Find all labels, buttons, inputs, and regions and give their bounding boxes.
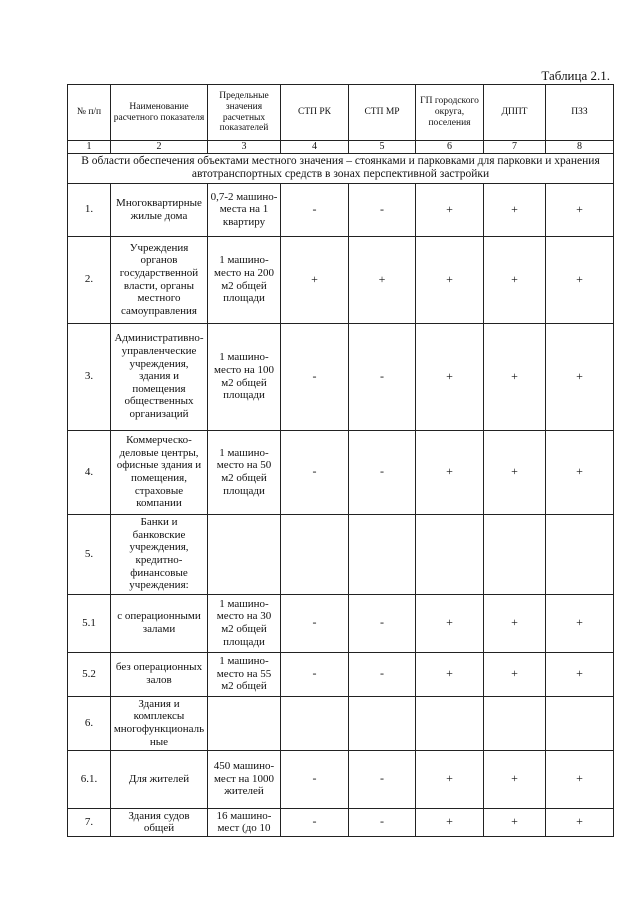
header-gp: ГП городского округа, поселения xyxy=(416,85,484,141)
applicability-mark: - xyxy=(281,183,349,236)
applicability-mark: + xyxy=(484,323,546,430)
indicator-name: Многоквартирные жилые дома xyxy=(111,183,208,236)
applicability-mark xyxy=(281,696,349,750)
applicability-mark xyxy=(416,514,484,594)
row-number: 4. xyxy=(68,430,111,514)
table-row xyxy=(68,594,614,652)
limit-value: 1 машино-место на 100 м2 общей площади xyxy=(208,323,281,430)
table-row xyxy=(68,808,614,836)
limit-value: 1 машино-место на 200 м2 общей площади xyxy=(208,236,281,323)
table-row xyxy=(68,323,614,430)
row-number: 3. xyxy=(68,323,111,430)
applicability-mark xyxy=(416,696,484,750)
table-row xyxy=(68,183,614,236)
applicability-mark: - xyxy=(349,323,416,430)
row-number: 7. xyxy=(68,808,111,836)
table-row xyxy=(68,750,614,808)
applicability-mark xyxy=(484,514,546,594)
index-cell: 3 xyxy=(208,141,281,154)
index-cell: 6 xyxy=(416,141,484,154)
applicability-mark: + xyxy=(416,808,484,836)
header-indicator-name: Наименование расчетного показателя xyxy=(111,85,208,141)
indicator-name: Учреждения органов государственной власти, органы местного самоуправления xyxy=(111,236,208,323)
limit-value: 16 машино-мест (до 10 xyxy=(208,808,281,836)
applicability-mark: + xyxy=(546,594,614,652)
header-number: № п/п xyxy=(68,85,111,141)
applicability-mark: + xyxy=(484,808,546,836)
applicability-mark: - xyxy=(281,323,349,430)
row-number: 5.1 xyxy=(68,594,111,652)
index-cell: 8 xyxy=(546,141,614,154)
table-row xyxy=(68,696,614,750)
indicator-name: Здания судов общей xyxy=(111,808,208,836)
applicability-mark: + xyxy=(484,236,546,323)
index-cell: 7 xyxy=(484,141,546,154)
applicability-mark: + xyxy=(484,652,546,696)
applicability-mark: - xyxy=(281,652,349,696)
applicability-mark xyxy=(349,514,416,594)
applicability-mark: + xyxy=(484,183,546,236)
applicability-mark: - xyxy=(281,750,349,808)
limit-value: 1 машино-место на 50 м2 общей площади xyxy=(208,430,281,514)
applicability-mark: + xyxy=(349,236,416,323)
applicability-mark: - xyxy=(349,183,416,236)
applicability-mark: - xyxy=(349,652,416,696)
indicator-name: Банки и банковские учреждения, кредитно-финансовые учреждения: xyxy=(111,514,208,594)
index-cell: 2 xyxy=(111,141,208,154)
applicability-mark xyxy=(281,514,349,594)
index-cell: 4 xyxy=(281,141,349,154)
table-row xyxy=(68,236,614,323)
applicability-mark: - xyxy=(349,750,416,808)
row-number: 5. xyxy=(68,514,111,594)
applicability-mark: + xyxy=(416,594,484,652)
header-stp-rk: СТП РК xyxy=(281,85,349,141)
indicator-name: с операционными залами xyxy=(111,594,208,652)
applicability-mark xyxy=(546,514,614,594)
applicability-mark: + xyxy=(484,594,546,652)
table-caption: Таблица 2.1. xyxy=(541,68,610,83)
index-cell: 1 xyxy=(68,141,111,154)
applicability-mark: - xyxy=(281,808,349,836)
applicability-mark: + xyxy=(484,430,546,514)
applicability-mark: - xyxy=(349,808,416,836)
table-row xyxy=(68,430,614,514)
applicability-mark: - xyxy=(349,430,416,514)
applicability-mark: + xyxy=(546,808,614,836)
section-heading: В области обеспечения объектами местного значения – стоянками и парковками для парковки и хранения автотранспортных средств в зонах перспективной застройки xyxy=(68,153,614,183)
applicability-mark xyxy=(484,696,546,750)
table-row xyxy=(68,652,614,696)
applicability-mark: + xyxy=(546,183,614,236)
applicability-mark: + xyxy=(281,236,349,323)
row-number: 1. xyxy=(68,183,111,236)
applicability-mark: + xyxy=(416,236,484,323)
applicability-mark: + xyxy=(484,750,546,808)
applicability-mark: - xyxy=(281,594,349,652)
applicability-mark: - xyxy=(281,430,349,514)
parking-norms-table xyxy=(67,84,614,837)
header-pzz: ПЗЗ xyxy=(546,85,614,141)
applicability-mark: + xyxy=(416,652,484,696)
applicability-mark: + xyxy=(416,750,484,808)
applicability-mark: + xyxy=(546,236,614,323)
indicator-name: Коммерческо-деловые центры, офисные здания и помещения, страховые компании xyxy=(111,430,208,514)
table-row xyxy=(68,514,614,594)
limit-value xyxy=(208,514,281,594)
limit-value: 1 машино-место на 55 м2 общей xyxy=(208,652,281,696)
header-dppt: ДППТ xyxy=(484,85,546,141)
header-limit-values: Предельные значения расчетных показателей xyxy=(208,85,281,141)
indicator-name: Для жителей xyxy=(111,750,208,808)
applicability-mark: + xyxy=(416,183,484,236)
applicability-mark: + xyxy=(546,323,614,430)
row-number: 6.1. xyxy=(68,750,111,808)
row-number: 6. xyxy=(68,696,111,750)
indicator-name: без операционных залов xyxy=(111,652,208,696)
limit-value: 450 машино-мест на 1000 жителей xyxy=(208,750,281,808)
header-stp-mr: СТП МР xyxy=(349,85,416,141)
limit-value: 1 машино-место на 30 м2 общей площади xyxy=(208,594,281,652)
indicator-name: Здания и комплексы многофункциональные xyxy=(111,696,208,750)
row-number: 2. xyxy=(68,236,111,323)
applicability-mark: + xyxy=(416,430,484,514)
applicability-mark xyxy=(349,696,416,750)
applicability-mark: + xyxy=(416,323,484,430)
applicability-mark: + xyxy=(546,430,614,514)
applicability-mark: + xyxy=(546,652,614,696)
limit-value: 0,7-2 машино-места на 1 квартиру xyxy=(208,183,281,236)
limit-value xyxy=(208,696,281,750)
applicability-mark: - xyxy=(349,594,416,652)
row-number: 5.2 xyxy=(68,652,111,696)
indicator-name: Административно-управленческие учреждения, здания и помещения общественных организаций xyxy=(111,323,208,430)
index-cell: 5 xyxy=(349,141,416,154)
applicability-mark: + xyxy=(546,750,614,808)
applicability-mark xyxy=(546,696,614,750)
